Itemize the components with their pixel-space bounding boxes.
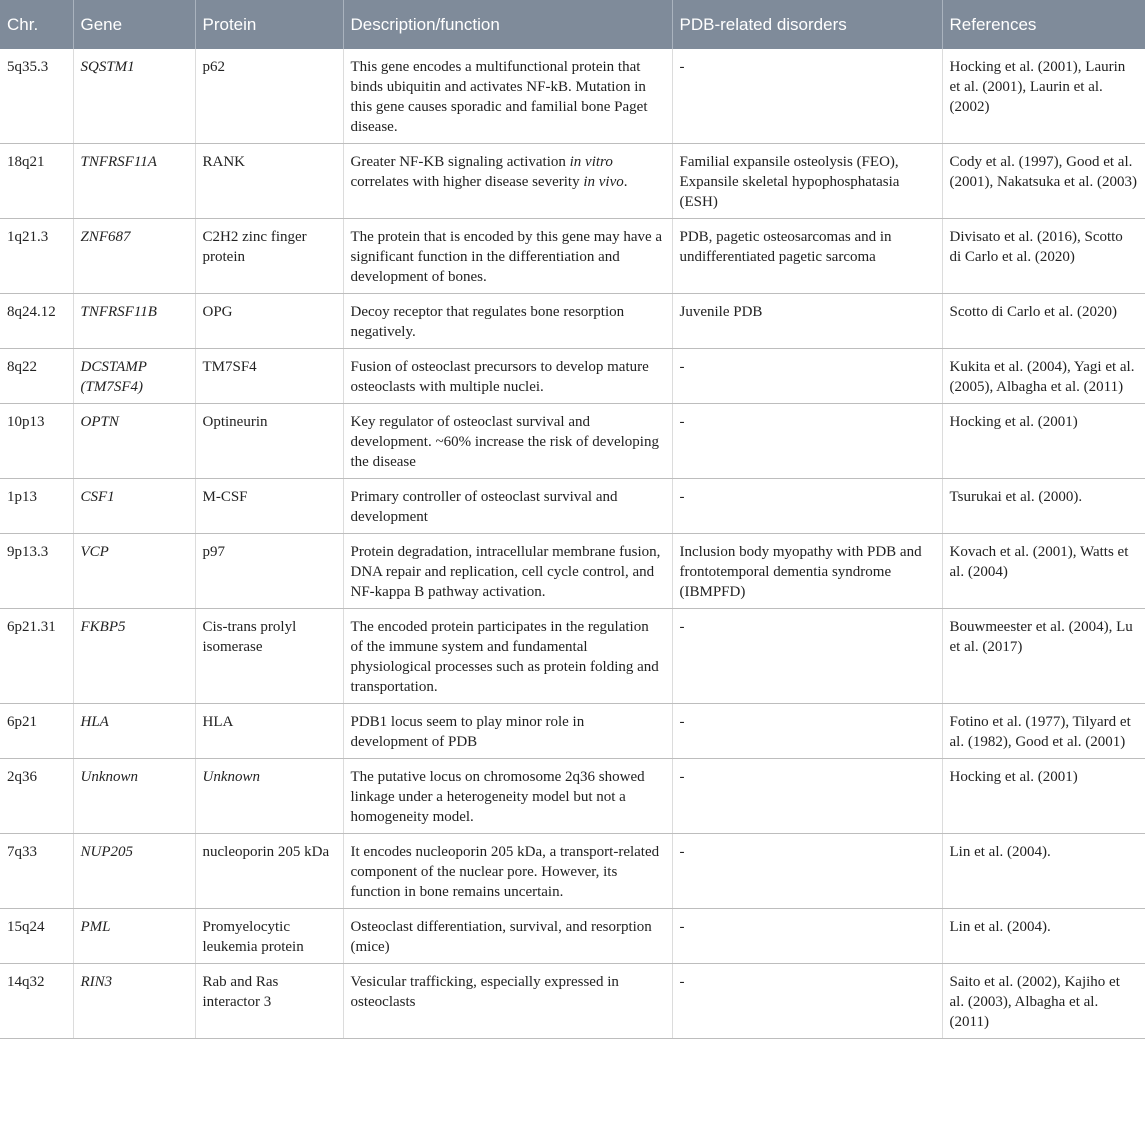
chr-cell: 2q36 <box>0 759 73 834</box>
chr-cell: 1q21.3 <box>0 219 73 294</box>
references-cell: Saito et al. (2002), Kajiho et al. (2003), Albagha et al. (2011) <box>942 964 1145 1039</box>
protein-cell: Promyelocytic leukemia protein <box>195 909 343 964</box>
references-cell: Kovach et al. (2001), Watts et al. (2004) <box>942 534 1145 609</box>
header-row <box>0 0 1145 49</box>
header-disorders: PDB-related disorders <box>672 0 942 49</box>
description-cell: It encodes nucleoporin 205 kDa, a transport-related component of the nuclear pore. However, its function in bone remains uncertain. <box>343 834 672 909</box>
description-cell: Protein degradation, intracellular membrane fusion, DNA repair and replication, cell cycle control, and NF-kappa B pathway activation. <box>343 534 672 609</box>
table-body <box>0 49 1145 1039</box>
gene-cell: RIN3 <box>73 964 195 1039</box>
references-cell: Hocking et al. (2001) <box>942 404 1145 479</box>
gene-cell: ZNF687 <box>73 219 195 294</box>
disorders-cell: Inclusion body myopathy with PDB and frontotemporal dementia syndrome (IBMPFD) <box>672 534 942 609</box>
gene-cell: FKBP5 <box>73 609 195 704</box>
protein-cell: RANK <box>195 144 343 219</box>
disorders-cell: - <box>672 964 942 1039</box>
gene-cell: TNFRSF11B <box>73 294 195 349</box>
description-cell <box>343 144 672 219</box>
gene-cell: VCP <box>73 534 195 609</box>
protein-cell: HLA <box>195 704 343 759</box>
description-text: in vivo <box>583 174 624 190</box>
table-row <box>0 964 1145 1039</box>
gene-cell: SQSTM1 <box>73 49 195 144</box>
table-row <box>0 909 1145 964</box>
disorders-cell: - <box>672 759 942 834</box>
description-cell: Vesicular trafficking, especially expressed in osteoclasts <box>343 964 672 1039</box>
gene-cell: HLA <box>73 704 195 759</box>
references-cell: Hocking et al. (2001) <box>942 759 1145 834</box>
description-cell: The protein that is encoded by this gene may have a significant function in the differentiation and development of bones. <box>343 219 672 294</box>
description-cell: Fusion of osteoclast precursors to develop mature osteoclasts with multiple nuclei. <box>343 349 672 404</box>
description-cell: Decoy receptor that regulates bone resorption negatively. <box>343 294 672 349</box>
disorders-cell: - <box>672 479 942 534</box>
chr-cell: 6p21 <box>0 704 73 759</box>
gene-cell: CSF1 <box>73 479 195 534</box>
protein-cell: TM7SF4 <box>195 349 343 404</box>
table-row <box>0 704 1145 759</box>
header-gene: Gene <box>73 0 195 49</box>
references-cell: Divisato et al. (2016), Scotto di Carlo et al. (2020) <box>942 219 1145 294</box>
header-chr: Chr. <box>0 0 73 49</box>
disorders-cell: Familial expansile osteolysis (FEO), Expansile skeletal hypophosphatasia (ESH) <box>672 144 942 219</box>
disorders-cell: Juvenile PDB <box>672 294 942 349</box>
references-cell: Bouwmeester et al. (2004), Lu et al. (2017) <box>942 609 1145 704</box>
description-cell: Osteoclast differentiation, survival, and resorption (mice) <box>343 909 672 964</box>
chr-cell: 8q22 <box>0 349 73 404</box>
table-header <box>0 0 1145 49</box>
references-cell: Lin et al. (2004). <box>942 834 1145 909</box>
disorders-cell: PDB, pagetic osteosarcomas and in undifferentiated pagetic sarcoma <box>672 219 942 294</box>
table-row <box>0 49 1145 144</box>
table-row <box>0 534 1145 609</box>
description-cell: This gene encodes a multifunctional protein that binds ubiquitin and activates NF-kB. Mutation in this gene causes sporadic and familial bone Paget disease. <box>343 49 672 144</box>
chr-cell: 1p13 <box>0 479 73 534</box>
disorders-cell: - <box>672 349 942 404</box>
protein-cell: p62 <box>195 49 343 144</box>
gene-cell: DCSTAMP (TM7SF4) <box>73 349 195 404</box>
gene-cell: OPTN <box>73 404 195 479</box>
chr-cell: 18q21 <box>0 144 73 219</box>
header-description: Description/function <box>343 0 672 49</box>
table-row <box>0 294 1145 349</box>
chr-cell: 8q24.12 <box>0 294 73 349</box>
protein-cell: Cis-trans prolyl isomerase <box>195 609 343 704</box>
table-row <box>0 834 1145 909</box>
gene-cell: Unknown <box>73 759 195 834</box>
table-row <box>0 404 1145 479</box>
protein-cell: C2H2 zinc finger protein <box>195 219 343 294</box>
table-row <box>0 144 1145 219</box>
description-cell: The encoded protein participates in the regulation of the immune system and fundamental physiological processes such as protein folding and transportation. <box>343 609 672 704</box>
references-cell: Lin et al. (2004). <box>942 909 1145 964</box>
protein-cell: Unknown <box>195 759 343 834</box>
description-text: correlates with higher disease severity <box>350 174 584 190</box>
protein-cell: Optineurin <box>195 404 343 479</box>
header-protein: Protein <box>195 0 343 49</box>
references-cell: Fotino et al. (1977), Tilyard et al. (1982), Good et al. (2001) <box>942 704 1145 759</box>
disorders-cell: - <box>672 704 942 759</box>
gene-cell: NUP205 <box>73 834 195 909</box>
disorders-cell: - <box>672 49 942 144</box>
disorders-cell: - <box>672 609 942 704</box>
protein-cell: OPG <box>195 294 343 349</box>
table-row <box>0 479 1145 534</box>
chr-cell: 9p13.3 <box>0 534 73 609</box>
chr-cell: 10p13 <box>0 404 73 479</box>
table-row <box>0 609 1145 704</box>
disorders-cell: - <box>672 404 942 479</box>
gene-cell: TNFRSF11A <box>73 144 195 219</box>
references-cell: Kukita et al. (2004), Yagi et al. (2005), Albagha et al. (2011) <box>942 349 1145 404</box>
chr-cell: 14q32 <box>0 964 73 1039</box>
table-row <box>0 349 1145 404</box>
description-text: . <box>623 174 628 190</box>
disorders-cell: - <box>672 834 942 909</box>
references-cell: Hocking et al. (2001), Laurin et al. (2001), Laurin et al. (2002) <box>942 49 1145 144</box>
chr-cell: 7q33 <box>0 834 73 909</box>
protein-cell: M-CSF <box>195 479 343 534</box>
references-cell: Scotto di Carlo et al. (2020) <box>942 294 1145 349</box>
table-row <box>0 219 1145 294</box>
protein-cell: p97 <box>195 534 343 609</box>
table-row <box>0 759 1145 834</box>
references-cell: Tsurukai et al. (2000). <box>942 479 1145 534</box>
protein-cell: nucleoporin 205 kDa <box>195 834 343 909</box>
description-text: Greater NF-KB signaling activation <box>350 154 570 170</box>
description-cell: Key regulator of osteoclast survival and development. ~60% increase the risk of developing the disease <box>343 404 672 479</box>
chr-cell: 15q24 <box>0 909 73 964</box>
description-cell: Primary controller of osteoclast survival and development <box>343 479 672 534</box>
chr-cell: 5q35.3 <box>0 49 73 144</box>
header-references: References <box>942 0 1145 49</box>
references-cell: Cody et al. (1997), Good et al. (2001), Nakatsuka et al. (2003) <box>942 144 1145 219</box>
description-cell: PDB1 locus seem to play minor role in development of PDB <box>343 704 672 759</box>
chr-cell: 6p21.31 <box>0 609 73 704</box>
disorders-cell: - <box>672 909 942 964</box>
description-cell: The putative locus on chromosome 2q36 showed linkage under a heterogeneity model but not a homogeneity model. <box>343 759 672 834</box>
protein-cell: Rab and Ras interactor 3 <box>195 964 343 1039</box>
description-text: in vitro <box>569 154 613 170</box>
gene-cell: PML <box>73 909 195 964</box>
